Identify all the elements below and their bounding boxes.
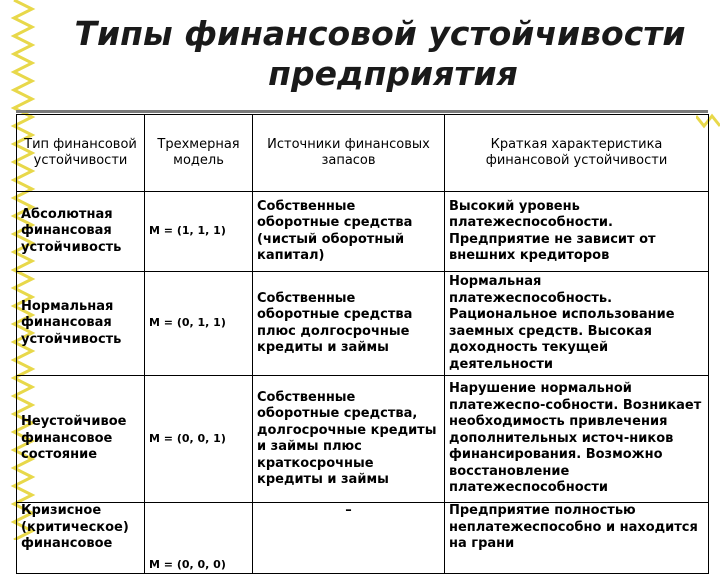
cell-description: Предприятие полностью неплатежеспособно и находится на грани	[445, 503, 709, 574]
page-title-line-2: предприятия	[268, 54, 518, 93]
table-row	[17, 272, 709, 376]
cell-model: M = (0, 1, 1)	[145, 272, 253, 376]
table-row	[17, 503, 709, 574]
cell-description: Нормальная платежеспособность. Рациональное использование заемных средств. Высокая доходность текущей деятельности	[445, 272, 709, 376]
header-sources: Источники финансовых запасов	[253, 115, 445, 192]
page-title	[40, 14, 720, 94]
cell-model: M = (0, 0, 0)	[145, 503, 253, 574]
cell-sources: Собственные оборотные средства, долгосрочные кредиты и займы плюс краткосрочные кредиты и займы	[253, 376, 445, 503]
header-type: Тип финансовой устойчивости	[17, 115, 145, 192]
cell-description: Нарушение нормальной платежеспо-собности. Возникает необходимость привлечения дополнительных источ-ников финансирования. Возможно восстановление платежеспособности	[445, 376, 709, 503]
table-row	[17, 192, 709, 272]
table-header-row	[17, 115, 709, 192]
header-model: Трехмерная модель	[145, 115, 253, 192]
header-description: Краткая характеристика финансовой устойчивости	[445, 115, 709, 192]
title-divider	[16, 110, 708, 113]
cell-type: Нормальная финансовая устойчивость	[17, 272, 145, 376]
cell-sources: –	[253, 503, 445, 574]
cell-type: Абсолютная финансовая устойчивость	[17, 192, 145, 272]
page-title-line-1: Типы финансовой устойчивости	[74, 14, 686, 53]
cell-sources: Собственные оборотные средства плюс долгосрочные кредиты и займы	[253, 272, 445, 376]
cell-type: Неустойчивое финансовое состояние	[17, 376, 145, 503]
table-row	[17, 376, 709, 503]
cell-model: M = (0, 0, 1)	[145, 376, 253, 503]
cell-model: M = (1, 1, 1)	[145, 192, 253, 272]
cell-sources: Собственные оборотные средства (чистый оборотный капитал)	[253, 192, 445, 272]
cell-description: Высокий уровень платежеспособности. Предприятие не зависит от внешних кредиторов	[445, 192, 709, 272]
financial-stability-table	[16, 114, 709, 574]
cell-type: Кризисное (критическое) финансовое	[17, 503, 145, 574]
